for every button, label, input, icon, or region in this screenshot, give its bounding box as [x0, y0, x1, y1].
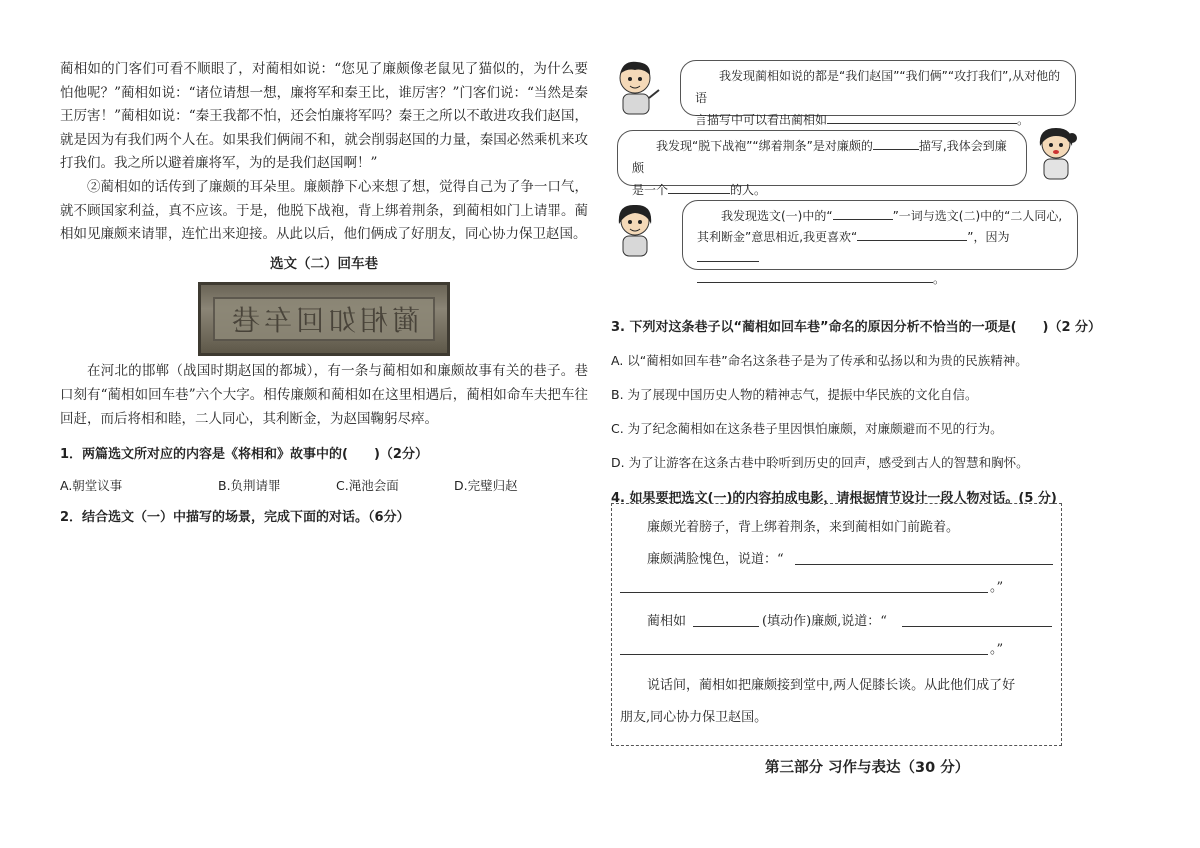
question-1: 1．两篇选文所对应的内容是《将相和》故事中的( )（2分）	[60, 447, 428, 463]
bubble-3-line-2b: ”，因为	[967, 230, 1010, 244]
answer-line-2[interactable]	[620, 592, 988, 593]
script-line-5: 朋友,同心协力保卫赵国。	[620, 710, 768, 725]
question-4: 4. 如果要把选文(一)的内容拍成电影，请根据情节设计一段人物对话。(5 分)	[611, 491, 1057, 506]
passage-two-title: 选文（二）回车巷	[270, 255, 378, 272]
question-3-block	[611, 316, 1176, 506]
script-line-3-end: 。”	[990, 642, 1004, 657]
q3-option-b: B. 为了展现中国历史人物的精神志气，提振中华民族的文化自信。	[611, 387, 978, 402]
section-3-title: 第三部分 习作与表达（30 分）	[765, 760, 970, 776]
q1-option-b: B.负荆请罪	[218, 478, 281, 494]
bubble-2-line-1a: 我发现“脱下战袍”“绑着荆条”是对廉颇的	[656, 139, 873, 153]
bubble-1-line-1: 我发现蔺相如说的都是“我们赵国”“我们俩”“攻打我们”,从对他的语	[695, 69, 1061, 105]
bubble-3-line-2a: 其利断金”意思相近,我更喜欢“	[697, 230, 858, 244]
blank-6[interactable]	[697, 247, 759, 262]
answer-line-3[interactable]	[902, 626, 1052, 627]
q1-option-d: D.完璧归赵	[454, 478, 518, 494]
girl-2-avatar-icon	[613, 200, 661, 258]
dialogue-writing-box	[611, 503, 1062, 746]
blank-3[interactable]	[668, 179, 730, 194]
script-line-1: 廉颇光着膀子，背上绑着荆条，来到蔺相如门前跪着。	[647, 520, 960, 535]
blank-5[interactable]	[857, 226, 967, 241]
blank-4[interactable]	[833, 205, 893, 220]
bubble-3-line-1a: 我发现选文(一)中的“	[721, 209, 833, 223]
script-line-2: 廉颇满脸愧色，说道：“	[647, 552, 784, 567]
bubble-3-line-1b: ”一词与选文(二)中的“二人同心,	[892, 209, 1063, 223]
plaque-inscription: 蔺相如回车巷	[213, 297, 435, 341]
girl-avatar-icon	[1032, 124, 1080, 182]
answer-line-4[interactable]	[620, 654, 988, 655]
blank-2[interactable]	[873, 135, 919, 150]
blank-1[interactable]	[827, 109, 1017, 124]
script-line-4: 说话间，蔺相如把廉颇接到堂中,两人促膝长谈。从此他们成了好	[647, 678, 1016, 693]
bubble-1-line-2: 言描写中可以看出蔺相如	[695, 113, 828, 127]
passage-one-paragraph-2: ②蔺相如的话传到了廉颇的耳朵里。廉颇静下心来想了想，觉得自己为了争一口气，就不顾国家利益，真不应该。于是，他脱下战袍，背上绑着荆条，到蔺相如门上请罪。蔺相如见廉颇来请罪，连忙出来迎接。从此以后，他们俩成了好朋友，同心协力保卫赵国。	[60, 178, 588, 243]
q1-option-a: A.朝堂议事	[60, 478, 123, 494]
bubble-2-line-2b: 的人。	[730, 183, 767, 197]
huichexiang-plaque-image	[198, 282, 450, 356]
q3-option-d: D. 为了让游客在这条古巷中聆听到历史的回声，感受到古人的智慧和胸怀。	[611, 455, 1029, 470]
question-3: 3. 下列对这条巷子以“蔺相如回车巷”命名的原因分析不恰当的一项是( )（2 分）	[611, 320, 1102, 335]
bubble-2-line-1b: 描写,我体会到廉颇	[632, 139, 1007, 175]
question-1-options	[60, 476, 588, 494]
bubble-3-end: 。	[933, 272, 946, 286]
boy-avatar-icon	[613, 58, 661, 116]
dialogue-bubble-3	[682, 200, 1078, 286]
dialogue-bubble-1	[680, 60, 1076, 127]
left-column	[60, 58, 588, 525]
script-line-3a: 蔺相如	[647, 614, 687, 629]
passage-two-paragraph: 在河北的邯郸（战国时期赵国的都城），有一条与蔺相如和廉颇故事有关的巷子。巷口刻有“蔺相如回车巷”六个大字。相传廉颇和蔺相如在这里相遇后，蔺相如命车夫把车往回赶，而后将相和睦，二人同心，其利断金，为赵国鞠躬尽瘁。	[60, 363, 588, 427]
q1-option-c: C.渑池会面	[336, 478, 399, 494]
bubble-1-end: 。	[1017, 113, 1030, 127]
passage-one-paragraph-1: 蔺相如的门客们可看不顺眼了，对蔺相如说：“您见了廉颇像老鼠见了猫似的，为什么要怕他呢？”蔺相如说：“诸位请想一想，廉将军和秦王比，谁厉害？”门客们说：“当然是秦王厉害！”蔺相如说：“秦王我都不怕，还会怕廉将军吗？秦王之所以不敢进攻我们赵国，就是因为有我们两个人在。如果我们俩闹不和，就会削弱赵国的力量，秦国必然乘机来攻打我们。我之所以避着廉将军，为的是我们赵国啊！”	[60, 61, 588, 172]
bubble-2-line-2a: 是一个	[632, 183, 669, 197]
action-blank[interactable]	[693, 626, 759, 627]
question-2: 2．结合选文（一）中描写的场景，完成下面的对话。（6分）	[60, 510, 410, 526]
dialogue-bubble-2	[617, 130, 1027, 197]
q3-option-a: A. 以“蔺相如回车巷”命名这条巷子是为了传承和弘扬以和为贵的民族精神。	[611, 353, 1028, 368]
answer-line-1[interactable]	[795, 564, 1053, 565]
script-line-2-end: 。”	[990, 580, 1004, 595]
q3-option-c: C. 为了纪念蔺相如在这条巷子里因惧怕廉颇，对廉颇避而不见的行为。	[611, 421, 1003, 436]
script-line-3b: (填动作)廉颇,说道：“	[762, 614, 887, 629]
blank-7[interactable]	[697, 268, 933, 283]
